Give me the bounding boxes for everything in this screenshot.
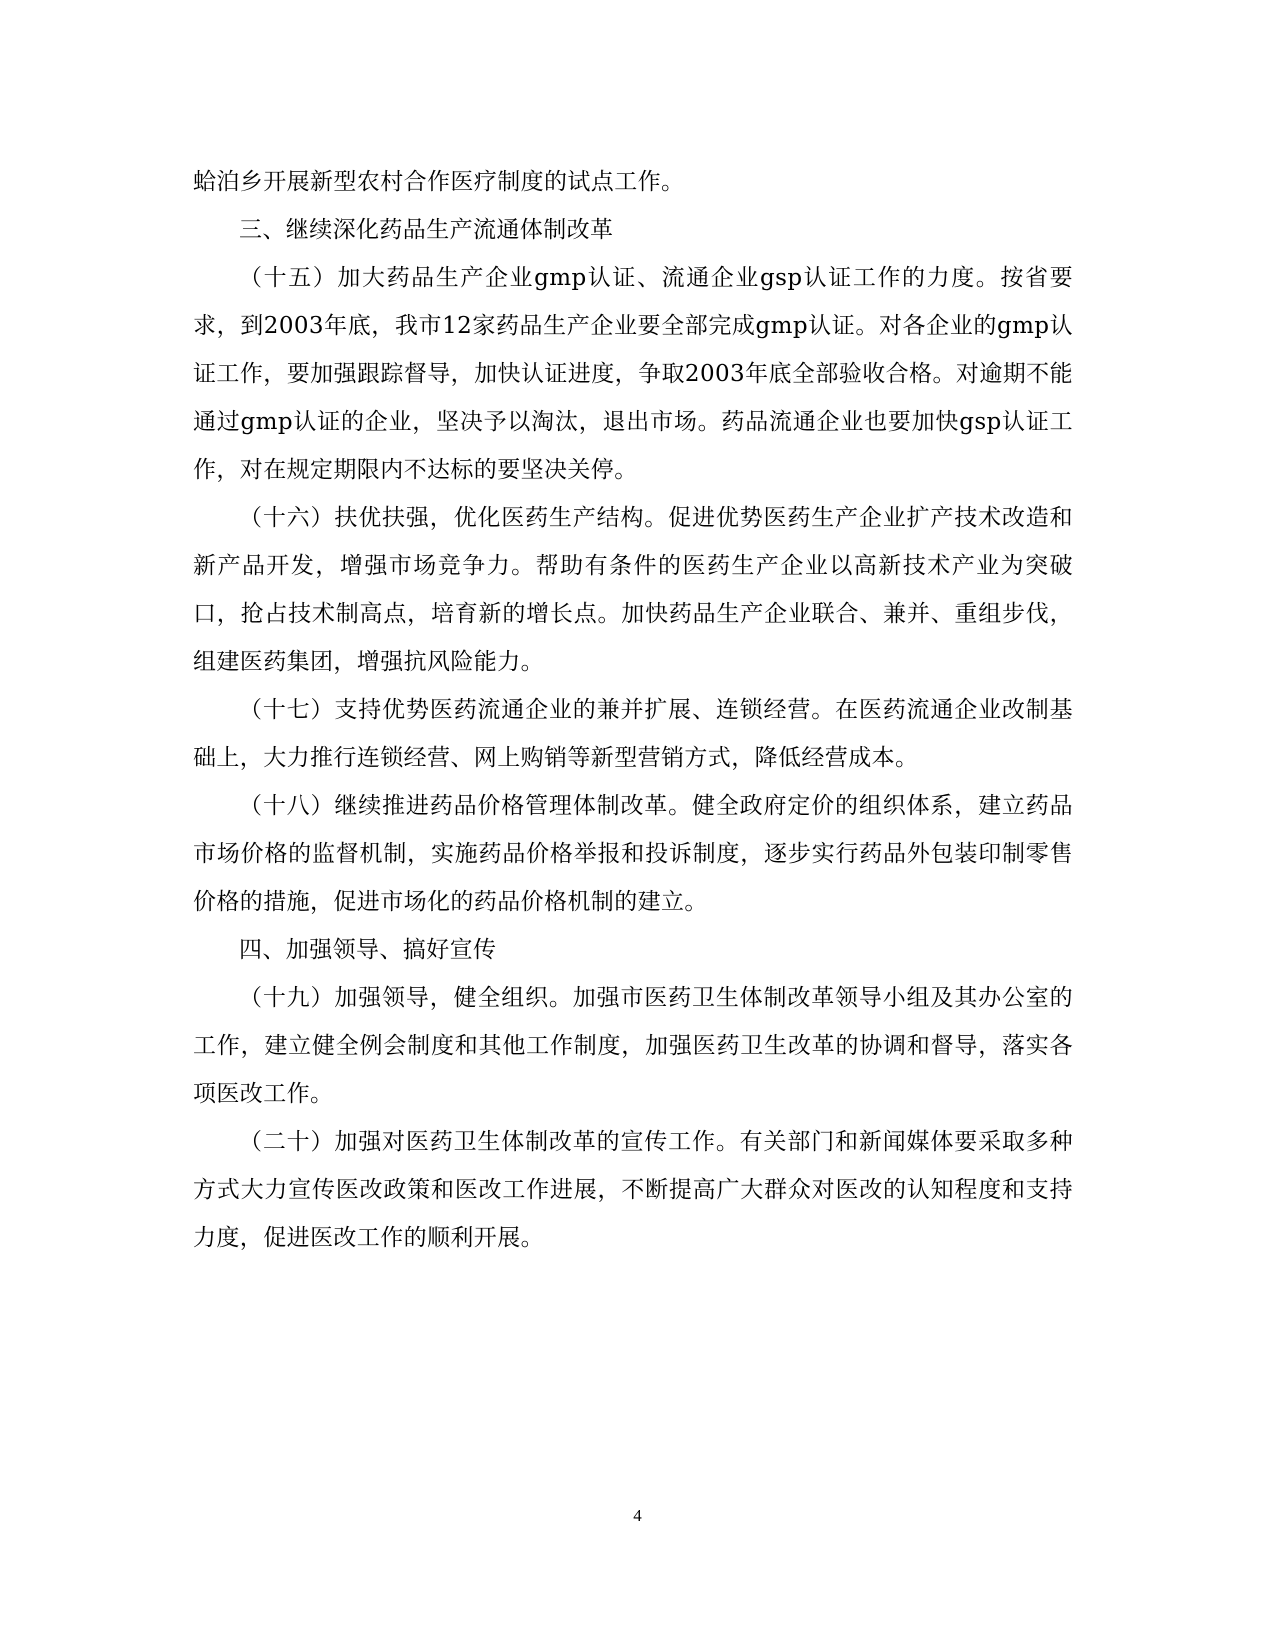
document-body	[193, 158, 1073, 1262]
section-heading-three: 三、继续深化药品生产流通体制改革	[239, 217, 614, 243]
page-number: 4	[633, 1506, 642, 1525]
paragraph-item-20: （二十）加强对医药卫生体制改革的宣传工作。有关部门和新闻媒体要采取多种方式大力宣传医改政策和医改工作进展，不断提高广大群众对医改的认知程度和支持力度，促进医改工作的顺利开展。	[193, 1129, 1073, 1251]
paragraph-continuation: 蛤泊乡开展新型农村合作医疗制度的试点工作。	[193, 169, 685, 195]
paragraph-item-19: （十九）加强领导，健全组织。加强市医药卫生体制改革领导小组及其办公室的工作，建立健全例会制度和其他工作制度，加强医药卫生改革的协调和督导，落实各项医改工作。	[193, 985, 1073, 1107]
paragraph-item-15: （十五）加大药品生产企业gmp认证、流通企业gsp认证工作的力度。按省要求，到2003年底，我市12家药品生产企业要全部完成gmp认证。对各企业的gmp认证工作，要加强跟踪督导，加快认证进度，争取2003年底全部验收合格。对逾期不能通过gmp认证的企业，坚决予以淘汰，退出市场。药品流通企业也要加快gsp认证工作，对在规定期限内不达标的要坚决关停。	[193, 265, 1073, 483]
paragraph-item-16: （十六）扶优扶强，优化医药生产结构。促进优势医药生产企业扩产技术改造和新产品开发，增强市场竞争力。帮助有条件的医药生产企业以高新技术产业为突破口，抢占技术制高点，培育新的增长点。加快药品生产企业联合、兼并、重组步伐，组建医药集团，增强抗风险能力。	[193, 505, 1073, 675]
section-heading-four: 四、加强领导、搞好宣传	[239, 937, 497, 963]
paragraph-item-18: （十八）继续推进药品价格管理体制改革。健全政府定价的组织体系，建立药品市场价格的监督机制，实施药品价格举报和投诉制度，逐步实行药品外包装印制零售价格的措施，促进市场化的药品价格机制的建立。	[193, 793, 1073, 915]
paragraph-item-17: （十七）支持优势医药流通企业的兼并扩展、连锁经营。在医药流通企业改制基础上，大力推行连锁经营、网上购销等新型营销方式，降低经营成本。	[193, 697, 1073, 771]
